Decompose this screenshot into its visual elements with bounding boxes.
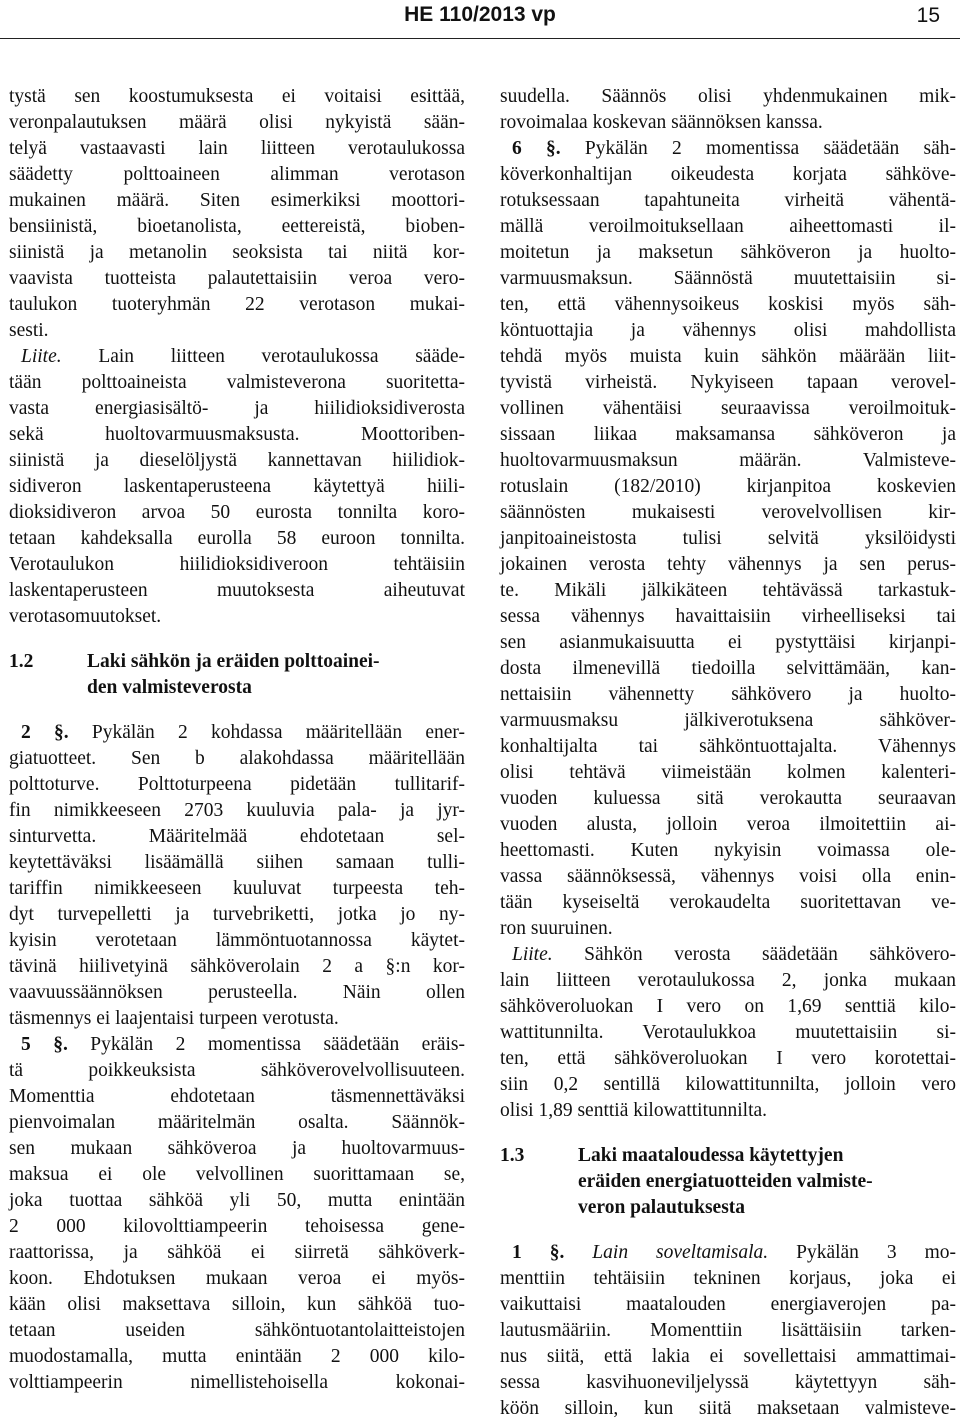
text-line: sessa vähennys havaittaisiin virheelliseksi tai	[500, 606, 956, 627]
text-line: sekä huoltovarmuusmaksusta. Moottoriben-	[9, 424, 465, 445]
right-column	[500, 84, 956, 1422]
text-line: tetaan useiden sähköntuotantolaitteistojen	[9, 1320, 465, 1341]
text-line: 5 §. Pykälän 2 momentissa säädetään eräis-	[21, 1034, 465, 1055]
text-line: keytettäväksi lisäämällä siihen samaan tulli-	[9, 852, 465, 873]
page-header	[0, 0, 960, 40]
text-line: vaavuussäännöksen perusteella. Näin ollen	[9, 982, 465, 1003]
text-line: vuoden alusta, jolloin veroa ilmoitettiin ai-	[500, 814, 956, 835]
text-line: vollinen vähentäisi seuraavissa veroilmoituk-	[500, 398, 956, 419]
text-line: siinistä ja dieselöljystä kannettavan hiilidiok-	[9, 450, 465, 471]
text-line: tävinä hiilivetyinä sähköverolain 2 a §:n kor-	[9, 956, 465, 977]
text-line: olisi tehtävä viimeistään kolmen kalenteri-	[500, 762, 956, 783]
text-line: sinturvetta. Määritelmää ehdotetaan sel-	[9, 826, 465, 847]
text-line: 2 §. Pykälän 2 kohdassa määritellään ener-	[21, 722, 466, 743]
text-line: heettomasti. Kuten nykyisin voimassa ole-	[500, 840, 956, 861]
text-line: varmuusmaksun. Säännöstä muutettaisiin si-	[500, 268, 956, 289]
document-id: HE 110/2013 vp	[404, 3, 556, 26]
paragraph-section-5	[9, 1058, 465, 1396]
text-line: koon. Ehdotuksen mukaan veroa ei myös-	[9, 1268, 465, 1289]
section-2-lead: 2 §.	[21, 722, 69, 743]
text-line: janpitoaineistosta tulisi selvitä yksilöidysti	[500, 528, 956, 549]
paragraph-liite	[500, 968, 956, 1124]
text-line: giatuotteet. Sen b alakohdassa määritellään	[9, 748, 465, 769]
text-line: lautusmääriin. Momenttiin lisättäisiin tarken-	[500, 1320, 956, 1341]
text-line: 6 §. Pykälän 2 momentissa säädetään säh-	[512, 138, 957, 159]
text-line: säädetty polttoaineen alimman verotason	[9, 164, 465, 185]
text-line: muodostamalla, mutta enintään 2 000 kilo-	[9, 1346, 465, 1367]
heading-title	[578, 1143, 956, 1221]
text-line: taulukon tuoteryhmän 22 verotason mukai-	[9, 294, 465, 315]
text-line: 2 000 kilovolttiampeerin tehoisessa gene-	[9, 1216, 465, 1237]
liite-lead: Liite.	[21, 346, 62, 367]
text-line: tä poikkeuksista sähköverovelvollisuuteen.	[9, 1060, 465, 1081]
text-line: tehdä myös muista kuin sähkön määrään liit-	[500, 346, 956, 367]
text-line: sessa kasvihuoneviljelyssä käytettyyn säh-	[500, 1372, 956, 1393]
text-line: volttiampeerin nimellistehoisella kokonai-	[9, 1372, 465, 1393]
section-1-lead: 1 §.	[512, 1242, 565, 1263]
text-line: bensiinistä, bioetanolista, eettereistä, bioben-	[9, 216, 465, 237]
text-line: vuoden kuluessa sitä verokautta seuraavan	[500, 788, 956, 809]
text-line: lain liitteen verotaulukossa 2, jonka mukaan	[500, 970, 956, 991]
text-line: jokainen verosta tehty vähennys ja sen perus-	[500, 554, 956, 575]
text-line: pienvoimalan määritelmän osalta. Säännök-	[9, 1112, 465, 1133]
section-heading-1-3	[500, 1143, 956, 1221]
text-line: vassa säännöksessä, vähennys voisi olla enin-	[500, 866, 956, 887]
text-line: täsmennys ei laajentaisi turpeen verotusta.	[9, 1008, 339, 1029]
text-line: köverkonhaltijan oikeudesta korjata sähköve-	[500, 164, 956, 185]
header-rule	[0, 38, 960, 39]
text-line: tetaan kahdeksalla eurolla 58 euroon tonnilta.	[9, 528, 465, 549]
text-line: telyä vastaavasti lain liitteen verotaulukossa	[9, 138, 465, 159]
text-line: tään polttoaineista valmisteverona suoritetta-	[9, 372, 465, 393]
text-line: konhaltijalta tai sähköntuottajalta. Vähennys	[500, 736, 956, 757]
text-line: wattitunnilta. Verotaulukkoa muutettaisiin si-	[500, 1022, 956, 1043]
text-line: säännösten mukaisesti verovelvollisen kir-	[500, 502, 956, 523]
text-line: suudella. Säännös olisi yhdenmukainen mik-	[500, 86, 956, 107]
paragraph-continuation	[500, 84, 956, 136]
heading-line: eräiden energiatuotteiden valmiste-	[578, 1171, 873, 1192]
paragraph-section-2	[9, 746, 465, 1032]
text-line: rotuksessaan tapahtuneita virheitä vähentä-	[500, 190, 956, 211]
text-line: siinistä ja metanolin seoksista tai niitä kor-	[9, 242, 465, 263]
text-line: nus siitä, että lakia ei sovellettaisi ammattimai-	[500, 1346, 956, 1367]
text-line: laskentaperusteen muutoksesta aiheutuvat	[9, 580, 465, 601]
text-line: sähköveroluokan I vero on 1,69 senttiä kilo-	[500, 996, 956, 1017]
text-line: ten, että vähennysoikeus koskisi myös säh-	[500, 294, 956, 315]
text-line: veronpalautuksen määrä olisi nykyistä sään-	[9, 112, 465, 133]
text-line: köön silloin, kun siitä maksetaan valmisteve-	[500, 1398, 956, 1419]
page-number: 15	[916, 4, 940, 27]
section-6-lead: 6 §.	[512, 138, 561, 159]
text-line: 1 §. Lain soveltamisala. Pykälän 3 mo-	[512, 1242, 956, 1263]
text-line: kään olisi maksettava silloin, kun sähköä tuo-	[9, 1294, 465, 1315]
text-line: menttiin tehtäisiin tekninen korjaus, joka ei	[500, 1268, 956, 1289]
text-line: moitetun ja maksetun sähköveron ja huolto-	[500, 242, 956, 263]
paragraph-section-6	[500, 162, 956, 942]
paragraph-intro	[9, 84, 465, 344]
text-line: dioksidiveron arvoa 50 eurosta tonnilta koro-	[9, 502, 465, 523]
text-line: sidiveron laskentaperusteena käytettyä hiili-	[9, 476, 465, 497]
text-line: raattorissa, ja sähköä ei siirretä sähköverk-	[9, 1242, 465, 1263]
heading-number: 1.2	[9, 651, 34, 672]
text-line: dosta ilmenevillä tiedoilla selvittämään, kan-	[500, 658, 956, 679]
heading-line: veron palautuksesta	[578, 1197, 746, 1218]
text-line: tään kyseiseltä verokaudelta suoritettavan ve-	[500, 892, 956, 913]
text-line: te. Mikäli jälkikäteen tehtävässä tarkastuk-	[500, 580, 956, 601]
text-line: varmuusmaksu jälkiverotuksena sähköver-	[500, 710, 956, 731]
text-line: tariffin nimikkeeseen kuuluvat turpeesta teh-	[9, 878, 465, 899]
text-line: fin nimikkeeseen 2703 kuuluvia pala- ja jyr-	[9, 800, 465, 821]
text-line: sissaan liikaa maksamansa sähköveron ja	[500, 424, 956, 445]
text-line: ten, että sähköveroluokan I vero korotettai-	[500, 1048, 956, 1069]
text-line: olisi 1,89 senttiä kilowattitunnilta.	[500, 1100, 768, 1121]
text-line: köntuottajia ja vähennys olisi mahdollista	[500, 320, 956, 341]
section-1-title: Lain soveltamisala.	[564, 1242, 769, 1263]
heading-number: 1.3	[500, 1145, 525, 1166]
text-line: kyisin verotetaan lämmöntuotannossa käytet-	[9, 930, 465, 951]
text-line: nettaisiin vähennetty sähkövero ja huolto-	[500, 684, 956, 705]
text-line: vasta energiasisältö- ja hiilidioksidiverosta	[9, 398, 465, 419]
text-line: polttoturve. Polttoturpeena pidetään tullitarif-	[9, 774, 465, 795]
liite-lead: Liite.	[512, 944, 553, 965]
text-line: ron suuruinen.	[500, 918, 613, 939]
text-line: Verotaulukon hiilidioksidiveroon tehtäisiin	[9, 554, 465, 575]
text-line: siin 0,2 sentillä kilowattitunnilta, jolloin vero	[500, 1074, 956, 1095]
text-line: mukainen määrä. Siten esimerkiksi moottori-	[9, 190, 465, 211]
text-line: tyvistä virheistä. Nykyiseen tapaan verovel-	[500, 372, 956, 393]
heading-title	[87, 649, 465, 701]
left-column	[9, 84, 465, 1396]
text-line: Momenttia ehdotetaan täsmennettäväksi	[9, 1086, 465, 1107]
text-line: rotuslain (182/2010) kirjanpitoa koskevien	[500, 476, 956, 497]
text-line: rovoimalaa koskevan säännöksen kanssa.	[500, 112, 823, 133]
text-line: huoltovarmuusmaksun määrän. Valmisteve-	[500, 450, 956, 471]
text-line: Liite. Sähkön verosta säädetään sähkövero-	[512, 944, 956, 965]
text-line: vaavista tuotteista palautettaisiin veroa vero-	[9, 268, 465, 289]
text-line: mällä veroilmoituksellaan aiheettomasti il-	[500, 216, 956, 237]
text-line: tystä sen koostumuksesta ei voitaisi esittää,	[9, 86, 465, 107]
section-5-lead: 5 §.	[21, 1034, 68, 1055]
heading-line: Laki maataloudessa käytettyjen	[578, 1145, 844, 1166]
text-line: joka tuottaa sähköä yli 50, mutta enintään	[9, 1190, 465, 1211]
paragraph-section-1	[500, 1266, 956, 1422]
text-line: sen asianmukaisuutta ei pystyttäisi kirjanpi-	[500, 632, 956, 653]
text-line: sesti.	[9, 320, 49, 341]
heading-line: den valmisteverosta	[87, 677, 252, 698]
text-line: maksua ei ole velvollinen suorittamaan se,	[9, 1164, 465, 1185]
text-line: verotasomuutokset.	[9, 606, 162, 627]
text-line: Liite. Lain liitteen verotaulukossa sääde-	[21, 346, 465, 367]
text-line: dyt turvepelletti ja turvebriketti, jotka jo ny-	[9, 904, 465, 925]
heading-line: Laki sähkön ja eräiden polttoainei-	[87, 651, 380, 672]
section-heading-1-2	[9, 649, 465, 701]
text-line: sen mukaan sähköveroa ja huoltovarmuus-	[9, 1138, 465, 1159]
text-line: vaikuttaisi maatalouden energiaverojen pa-	[500, 1294, 956, 1315]
paragraph-liite	[9, 370, 465, 630]
